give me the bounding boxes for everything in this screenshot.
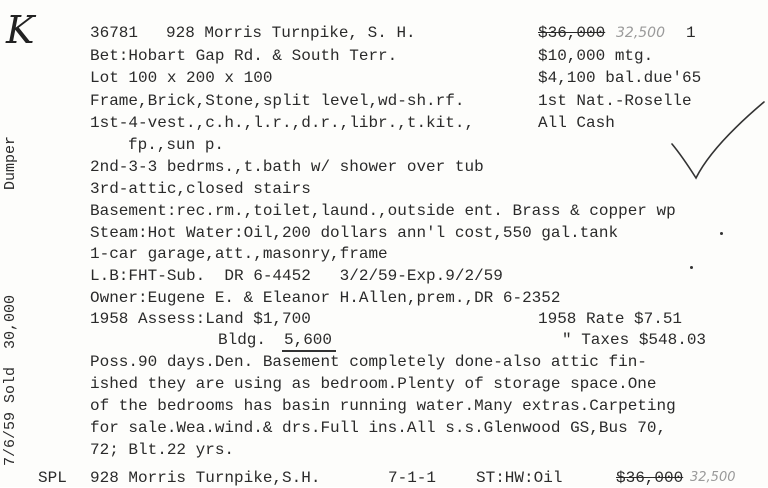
bank: 1st Nat.-Roselle xyxy=(538,92,692,110)
handwritten-mark: K xyxy=(6,8,35,52)
assessment-land: 1958 Assess:Land $1,700 xyxy=(90,310,311,328)
terms: All Cash xyxy=(538,114,615,132)
owner: Owner:Eugene E. & Eleanor H.Allen,prem.,DR 6-2352 xyxy=(90,289,561,307)
sold-note: 7/6/59 Sold 30,000 xyxy=(2,294,19,466)
speck xyxy=(690,266,693,269)
footer-address: 928 Morris Turnpike,S.H. xyxy=(90,469,321,487)
listing-broker: L.B:FHT-Sub. DR 6-4452 3/2/59-Exp.9/2/59 xyxy=(90,267,503,285)
listing-number: 36781 xyxy=(90,24,139,42)
remarks-line: for sale.Wea.wind.& drs.Full ins.All s.s.Glenwood GS,Bus 70, xyxy=(90,419,667,437)
remarks-line: of the bedrooms has basin running water.Many extras.Carpeting xyxy=(90,397,676,415)
garage: 1-car garage,att.,masonry,frame xyxy=(90,245,388,263)
header-suffix: 1 xyxy=(686,24,696,42)
bldg-value: 5,600 xyxy=(284,331,333,349)
lot-size: Lot 100 x 200 x 100 xyxy=(90,69,273,87)
check-mark-icon xyxy=(668,96,768,186)
speck xyxy=(720,232,723,235)
remarks-line: Poss.90 days.Den. Basement completely done-also attic fin- xyxy=(90,353,647,371)
footer-original-price: $36,000 xyxy=(616,469,684,487)
footer-systems: ST:HW:Oil xyxy=(476,469,563,487)
basement: Basement:rec.rm.,toilet,laund.,outside ent. Brass & copper wp xyxy=(90,202,676,220)
first-floor-cont: fp.,sun p. xyxy=(128,136,225,154)
between-streets: Bet:Hobart Gap Rd. & South Terr. xyxy=(90,47,398,65)
pencil-price: 32,500 xyxy=(616,25,665,41)
tax-rate: 1958 Rate $7.51 xyxy=(538,310,683,328)
footer-code: SPL xyxy=(38,469,67,487)
bldg-underline xyxy=(282,350,336,352)
heating: Steam:Hot Water:Oil,200 dollars ann'l cost,550 gal.tank xyxy=(90,224,619,242)
remarks-line: 72; Blt.22 yrs. xyxy=(90,441,235,459)
construction: Frame,Brick,Stone,split level,wd-sh.rf. xyxy=(90,92,465,110)
agent-name: Dumper xyxy=(2,135,19,190)
footer-pencil-price: 32,500 xyxy=(690,470,736,485)
footer-ref: 7-1-1 xyxy=(388,469,437,487)
mortgage: $10,000 mtg. xyxy=(538,47,654,65)
taxes: " Taxes $548.03 xyxy=(562,331,707,349)
second-floor: 2nd-3-3 bedrms.,t.bath w/ shower over tub xyxy=(90,158,484,176)
first-floor: 1st-4-vest.,c.h.,l.r.,d.r.,libr.,t.kit., xyxy=(90,114,475,132)
original-price: $36,000 xyxy=(538,24,606,42)
bldg-label: Bldg. xyxy=(218,331,267,349)
balance-due: $4,100 bal.due'65 xyxy=(538,69,702,87)
property-address: 928 Morris Turnpike, S. H. xyxy=(166,24,416,42)
remarks-line: ished they are using as bedroom.Plenty of storage space.One xyxy=(90,375,657,393)
third-floor: 3rd-attic,closed stairs xyxy=(90,180,311,198)
